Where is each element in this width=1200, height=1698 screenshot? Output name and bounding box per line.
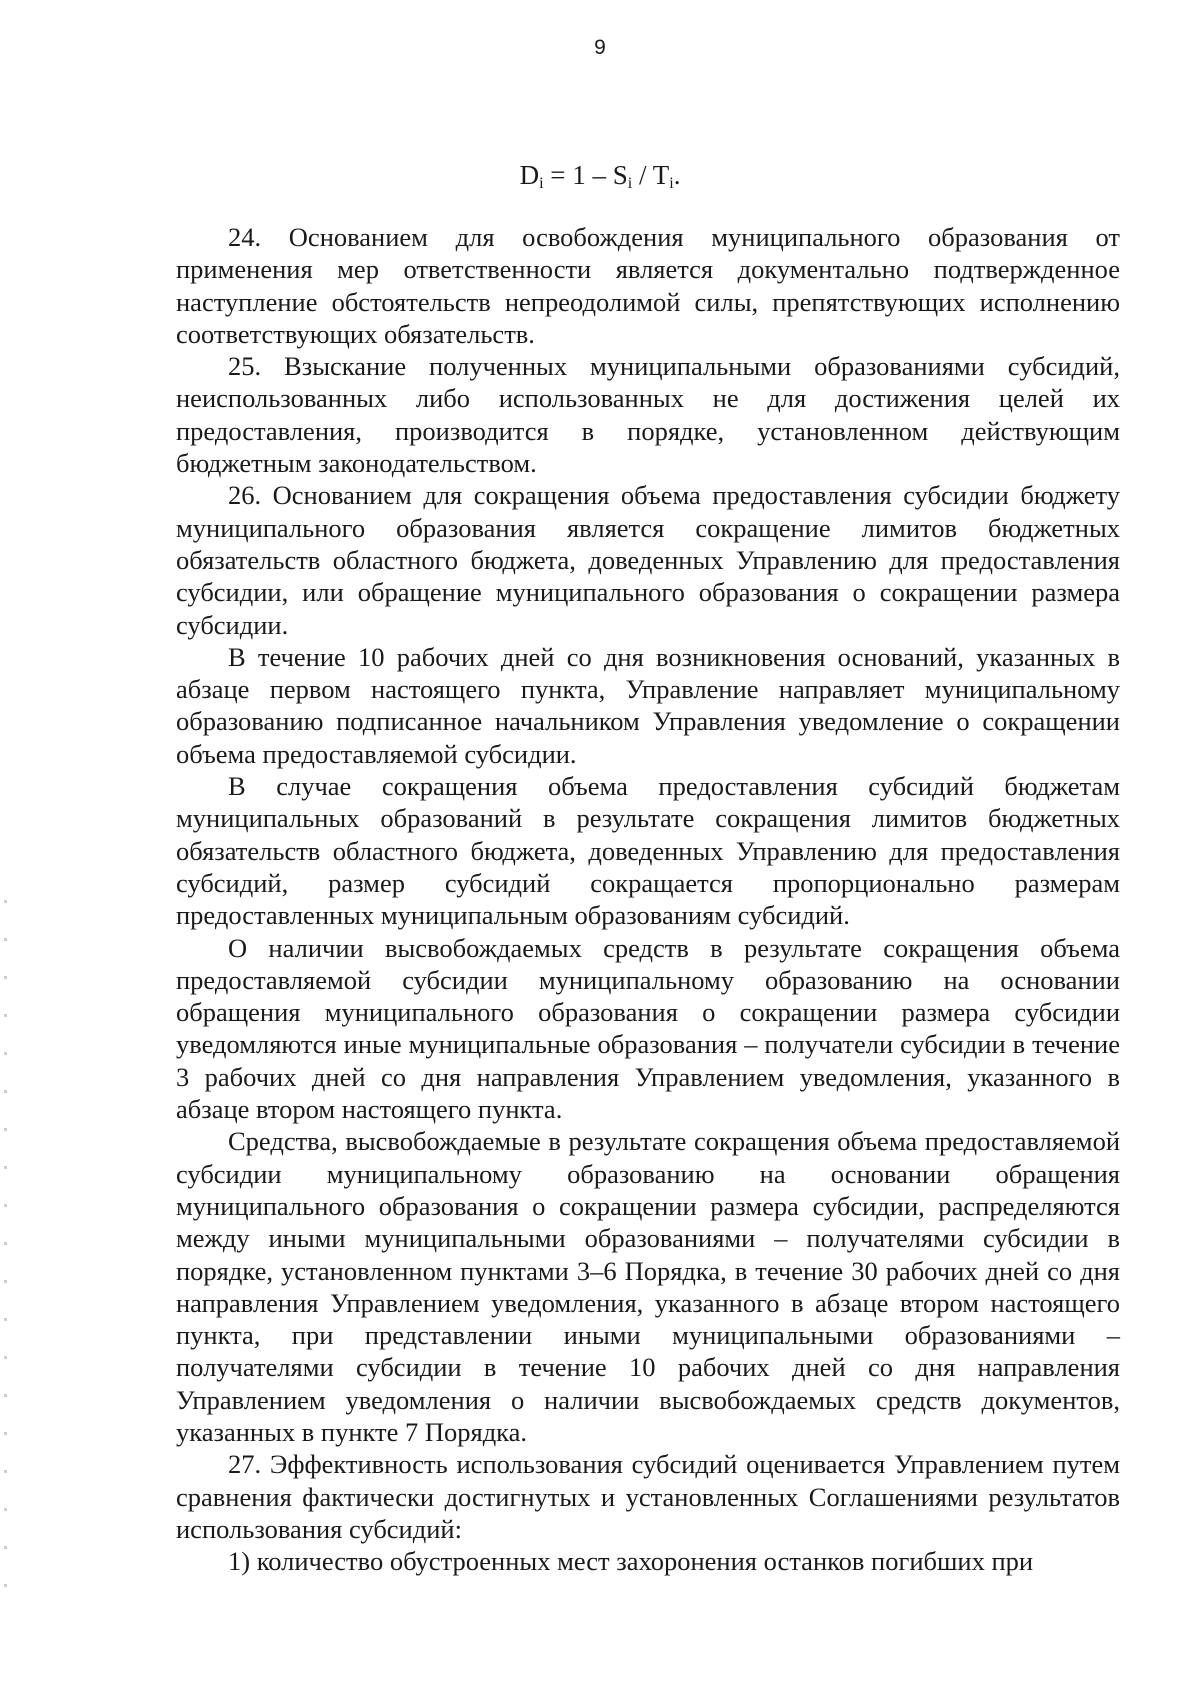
scan-margin-marks (4, 900, 7, 1600)
formula-d-subscript: i (539, 175, 544, 192)
formula-end: . (673, 160, 681, 190)
paragraph-24: 24. Основанием для освобождения муниципального образования от применения мер ответственности является документально подтвержденное наступление обстоятельств непреодолимой силы, препятствующих исполнению соответствующих обязательств. (176, 222, 1120, 349)
paragraph-27: 27. Эффективность использования субсидий оценивается Управлением путем сравнения фактически достигнутых и установленных Соглашениями результатов использования субсидий: (176, 1449, 1120, 1544)
formula-d: D (519, 160, 540, 190)
paragraph-26-proportional: В случае сокращения объема предоставления субсидий бюджетам муниципальных образований в результате сокращения лимитов бюджетных обязательств областного бюджета, доведенных Управлению для предоставления субсидий, размер субсидий сокращается пропорционально размерам предоставленных муниципальным образованиям субсидий. (176, 771, 1120, 931)
document-body (176, 221, 1120, 1577)
paragraph-27-item-1: 1) количество обустроенных мест захоронения останков погибших при (228, 1546, 1034, 1577)
formula-t-subscript: i (669, 175, 674, 192)
formula-middle: = 1 – S (543, 160, 628, 190)
paragraph-26: 26. Основанием для сокращения объема предоставления субсидии бюджету муниципального образования является сокращение лимитов бюджетных обязательств областного бюджета, доведенных Управлению для предоставления субсидии, или обращение муниципального образования о сокращении размера субсидии. (176, 480, 1120, 640)
page-number: 9 (594, 36, 606, 59)
formula-slash: / T (632, 160, 670, 190)
paragraph-26-released-funds-notice: О наличии высвобождаемых средств в результате сокращения объема предоставляемой субсидии муниципальному образованию на основании обращения муниципального образования о сокращении размера субсидии уведомляются иные муниципальные образования – получатели субсидии в течение 3 рабочих дней со дня направления Управлением уведомления, указанного в абзаце втором настоящего пункта. (176, 932, 1120, 1125)
paragraph-26-notice: В течение 10 рабочих дней со дня возникновения оснований, указанных в абзаце первом настоящего пункта, Управление направляет муниципальному образованию подписанное начальником Управления уведомление о сокращении объема предоставляемой субсидии. (176, 641, 1120, 769)
formula (0, 160, 1200, 193)
formula-s-subscript: i (627, 175, 633, 192)
paragraph-26-redistribution: Средства, высвобождаемые в результате сокращения объема предоставляемой субсидии муниципальному образованию на основании обращения муниципального образования о сокращении размера субсидии, распределяются между иными муниципальными образованиями – получателями субсидии в порядке, установленном пунктами 3–6 Порядка, в течение 30 рабочих дней со дня направления Управлением уведомления, указанного в абзаце втором настоящего пункта, при представлении иными муниципальными образованиями – получателями субсидии в течение 10 рабочих дней со дня направления Управлением уведомления о наличии высвобождаемых средств документов, указанных в пункте 7 Порядка. (176, 1126, 1120, 1447)
paragraph-25: 25. Взыскание полученных муниципальными образованиями субсидий, неиспользованных либо использованных не для достижения целей их предоставления, производится в порядке, установленном действующим бюджетным законодательством. (176, 351, 1120, 479)
